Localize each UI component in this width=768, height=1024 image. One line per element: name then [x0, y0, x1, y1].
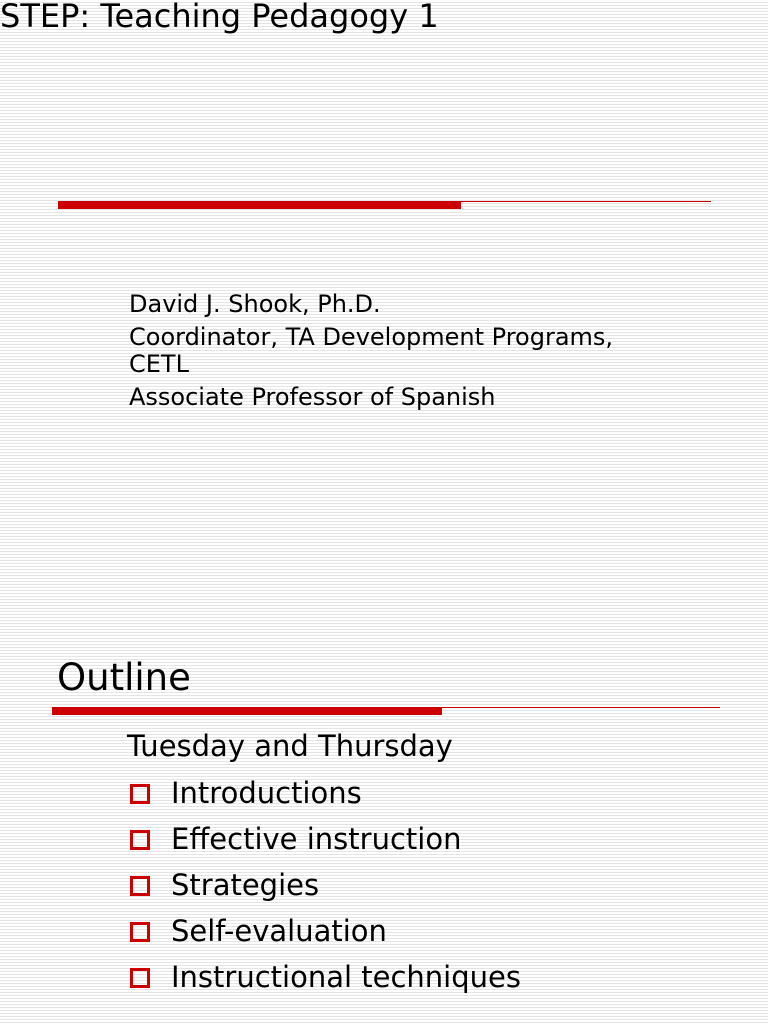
list-item — [130, 959, 521, 1005]
outline-heading: Tuesday and Thursday — [127, 729, 453, 763]
outline-title: Outline — [57, 656, 191, 699]
list-item — [130, 867, 521, 913]
hollow-square-icon — [130, 922, 150, 942]
list-item-label: Strategies — [171, 868, 320, 902]
outline-underline-thick — [52, 707, 442, 715]
outline-underline — [52, 707, 720, 716]
list-item — [130, 821, 521, 867]
list-item-label: Self-evaluation — [171, 914, 387, 948]
list-item-label: Effective instruction — [171, 822, 462, 856]
list-item — [130, 775, 521, 821]
hollow-square-icon — [130, 876, 150, 896]
list-item-label: Introductions — [171, 776, 362, 810]
title-underline — [58, 201, 711, 210]
list-item — [130, 913, 521, 959]
hollow-square-icon — [130, 968, 150, 988]
list-item-label: Instructional techniques — [171, 960, 521, 994]
presenter-role: Coordinator, TA Development Programs, — [129, 323, 614, 351]
title-underline-thin — [461, 201, 711, 202]
outline-list — [130, 775, 521, 1005]
presenter-title: Associate Professor of Spanish — [129, 383, 496, 411]
presenter-name: David J. Shook, Ph.D. — [129, 290, 381, 318]
slide-title: STEP: Teaching Pedagogy 1 — [0, 0, 439, 35]
hollow-square-icon — [130, 830, 150, 850]
presenter-info — [129, 291, 729, 411]
outline-underline-thin — [442, 707, 720, 708]
hollow-square-icon — [130, 784, 150, 804]
presenter-role-continued: CETL — [129, 350, 189, 378]
title-underline-thick — [58, 201, 461, 209]
